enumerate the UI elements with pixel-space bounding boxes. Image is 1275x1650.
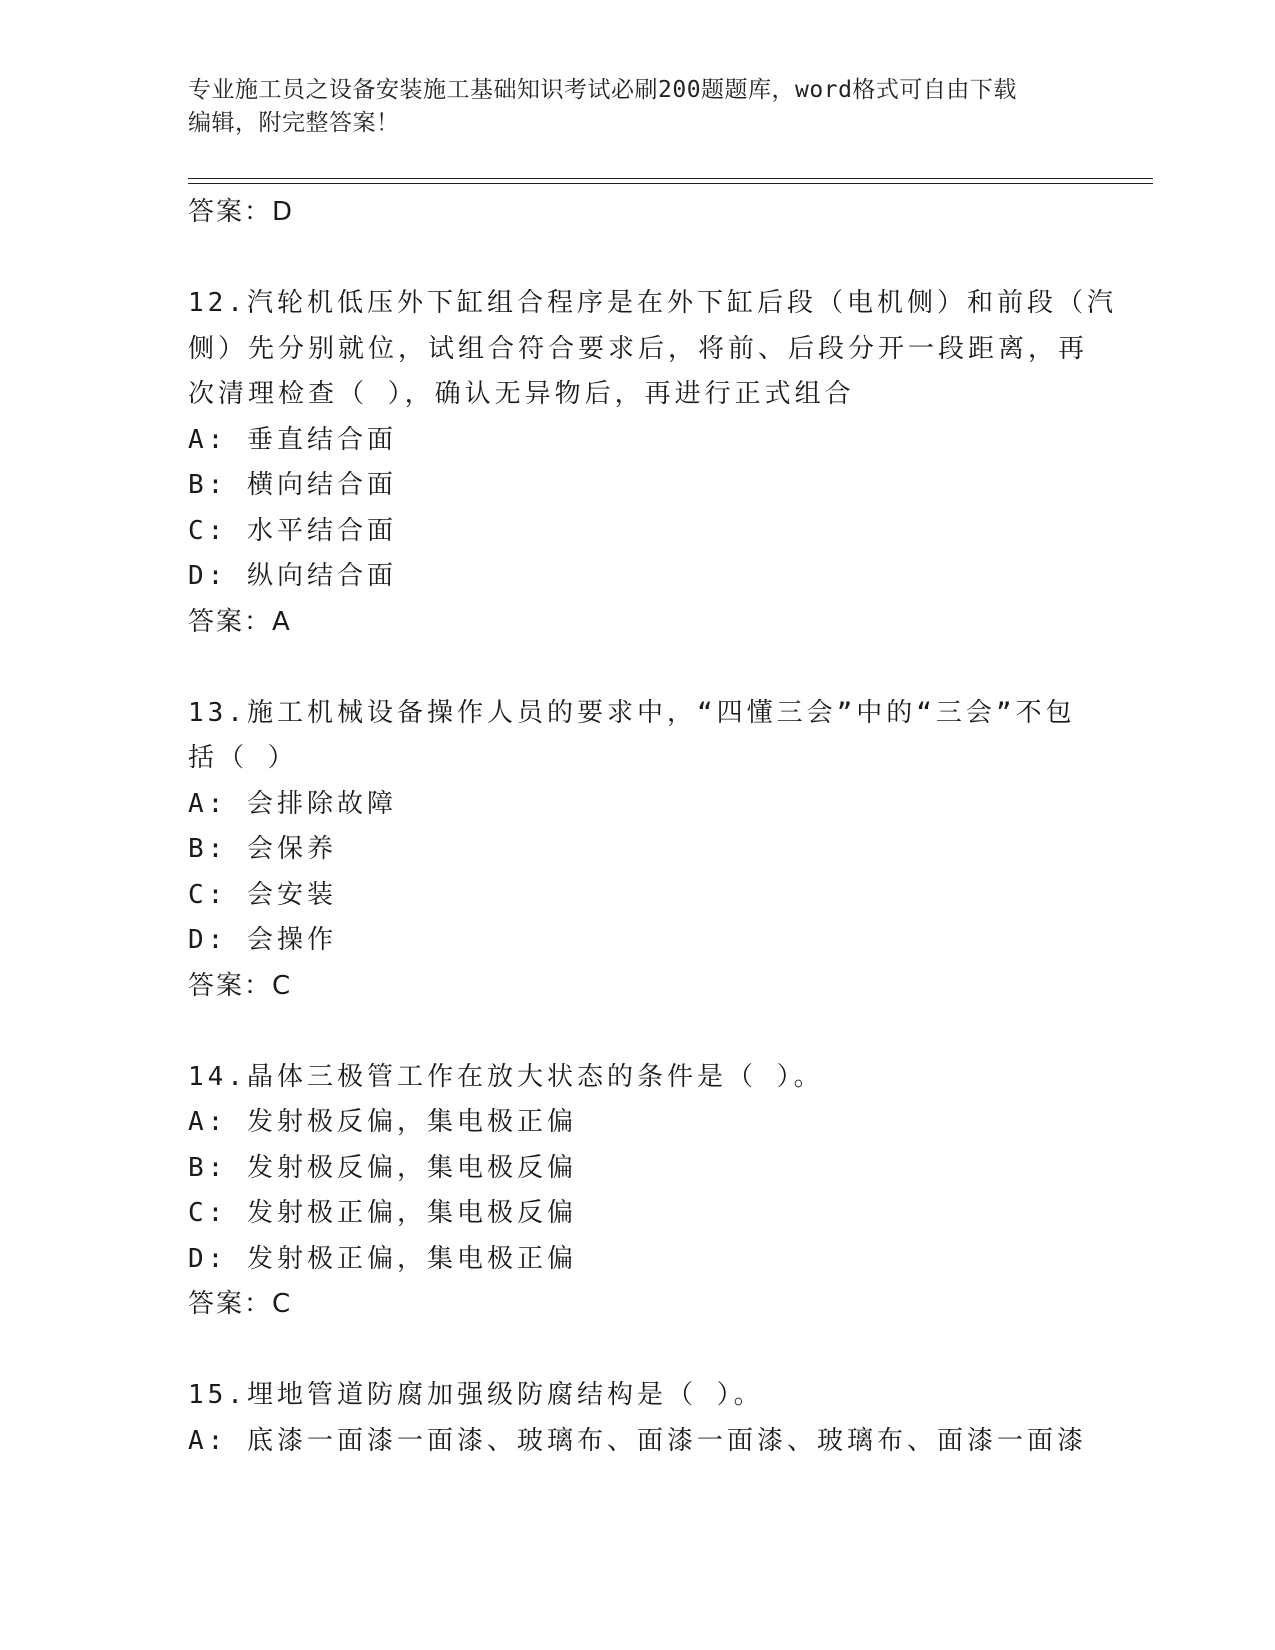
- document-page: [188, 0, 1148, 1650]
- option-a: A: 会排除故障: [188, 788, 397, 819]
- question-text-line: 15.埋地管道防腐加强级防腐结构是（ ）。: [188, 1380, 764, 1410]
- question-13: [188, 691, 1148, 1010]
- option-a: A: 底漆一面漆一面漆、玻璃布、面漆一面漆、玻璃布、面漆一面漆: [188, 1425, 1087, 1456]
- question-text-line: 括（ ）: [188, 743, 298, 773]
- option-b: B: 发射极反偏，集电极反偏: [188, 1152, 577, 1183]
- option-b: B: 会保养: [188, 834, 337, 864]
- answer-line: 答案：C: [188, 1289, 293, 1319]
- option-d: D: 会操作: [188, 925, 337, 955]
- option-d: D: 纵向结合面: [188, 561, 397, 591]
- option-a: A: 垂直结合面: [188, 424, 397, 455]
- question-text-line: 13.施工机械设备操作人员的要求中，“四懂三会”中的“三会”不包: [188, 697, 1076, 728]
- option-c: C: 会安装: [188, 879, 337, 910]
- question-12: [188, 281, 1148, 645]
- question-15: [188, 1373, 1148, 1464]
- answer-line: 答案：A: [188, 606, 292, 637]
- question-text-line: 次清理检查（ ），确认无异物后，再进行正式组合: [188, 379, 855, 409]
- answer-line: 答案：C: [188, 970, 293, 1001]
- answer-line: 答案：D: [188, 197, 295, 227]
- header-divider-top: [188, 178, 1153, 179]
- header-line-2: 编辑，附完整答案！: [188, 110, 400, 136]
- option-b: B: 横向结合面: [188, 470, 397, 500]
- header-divider-bottom: [188, 183, 1153, 184]
- header-line-1: 专业施工员之设备安装施工基础知识考试必刷200题题库，word格式可自由下载: [188, 77, 1017, 103]
- question-text-line: 12.汽轮机低压外下缸组合程序是在外下缸后段（电机侧）和前段（汽: [188, 288, 1117, 318]
- question-text-line: 14.晶体三极管工作在放大状态的条件是（ ）。: [188, 1061, 824, 1092]
- option-d: D: 发射极正偏，集电极正偏: [188, 1243, 577, 1274]
- option-c: C: 发射极正偏，集电极反偏: [188, 1198, 577, 1228]
- option-a: A: 发射极反偏，集电极正偏: [188, 1107, 577, 1137]
- document-header: [188, 74, 1088, 140]
- option-c: C: 水平结合面: [188, 515, 397, 546]
- question-14: [188, 1055, 1148, 1328]
- question-text-line: 侧）先分别就位，试组合符合要求后，将前、后段分开一段距离，再: [188, 333, 1089, 364]
- question-list: [188, 190, 1148, 1464]
